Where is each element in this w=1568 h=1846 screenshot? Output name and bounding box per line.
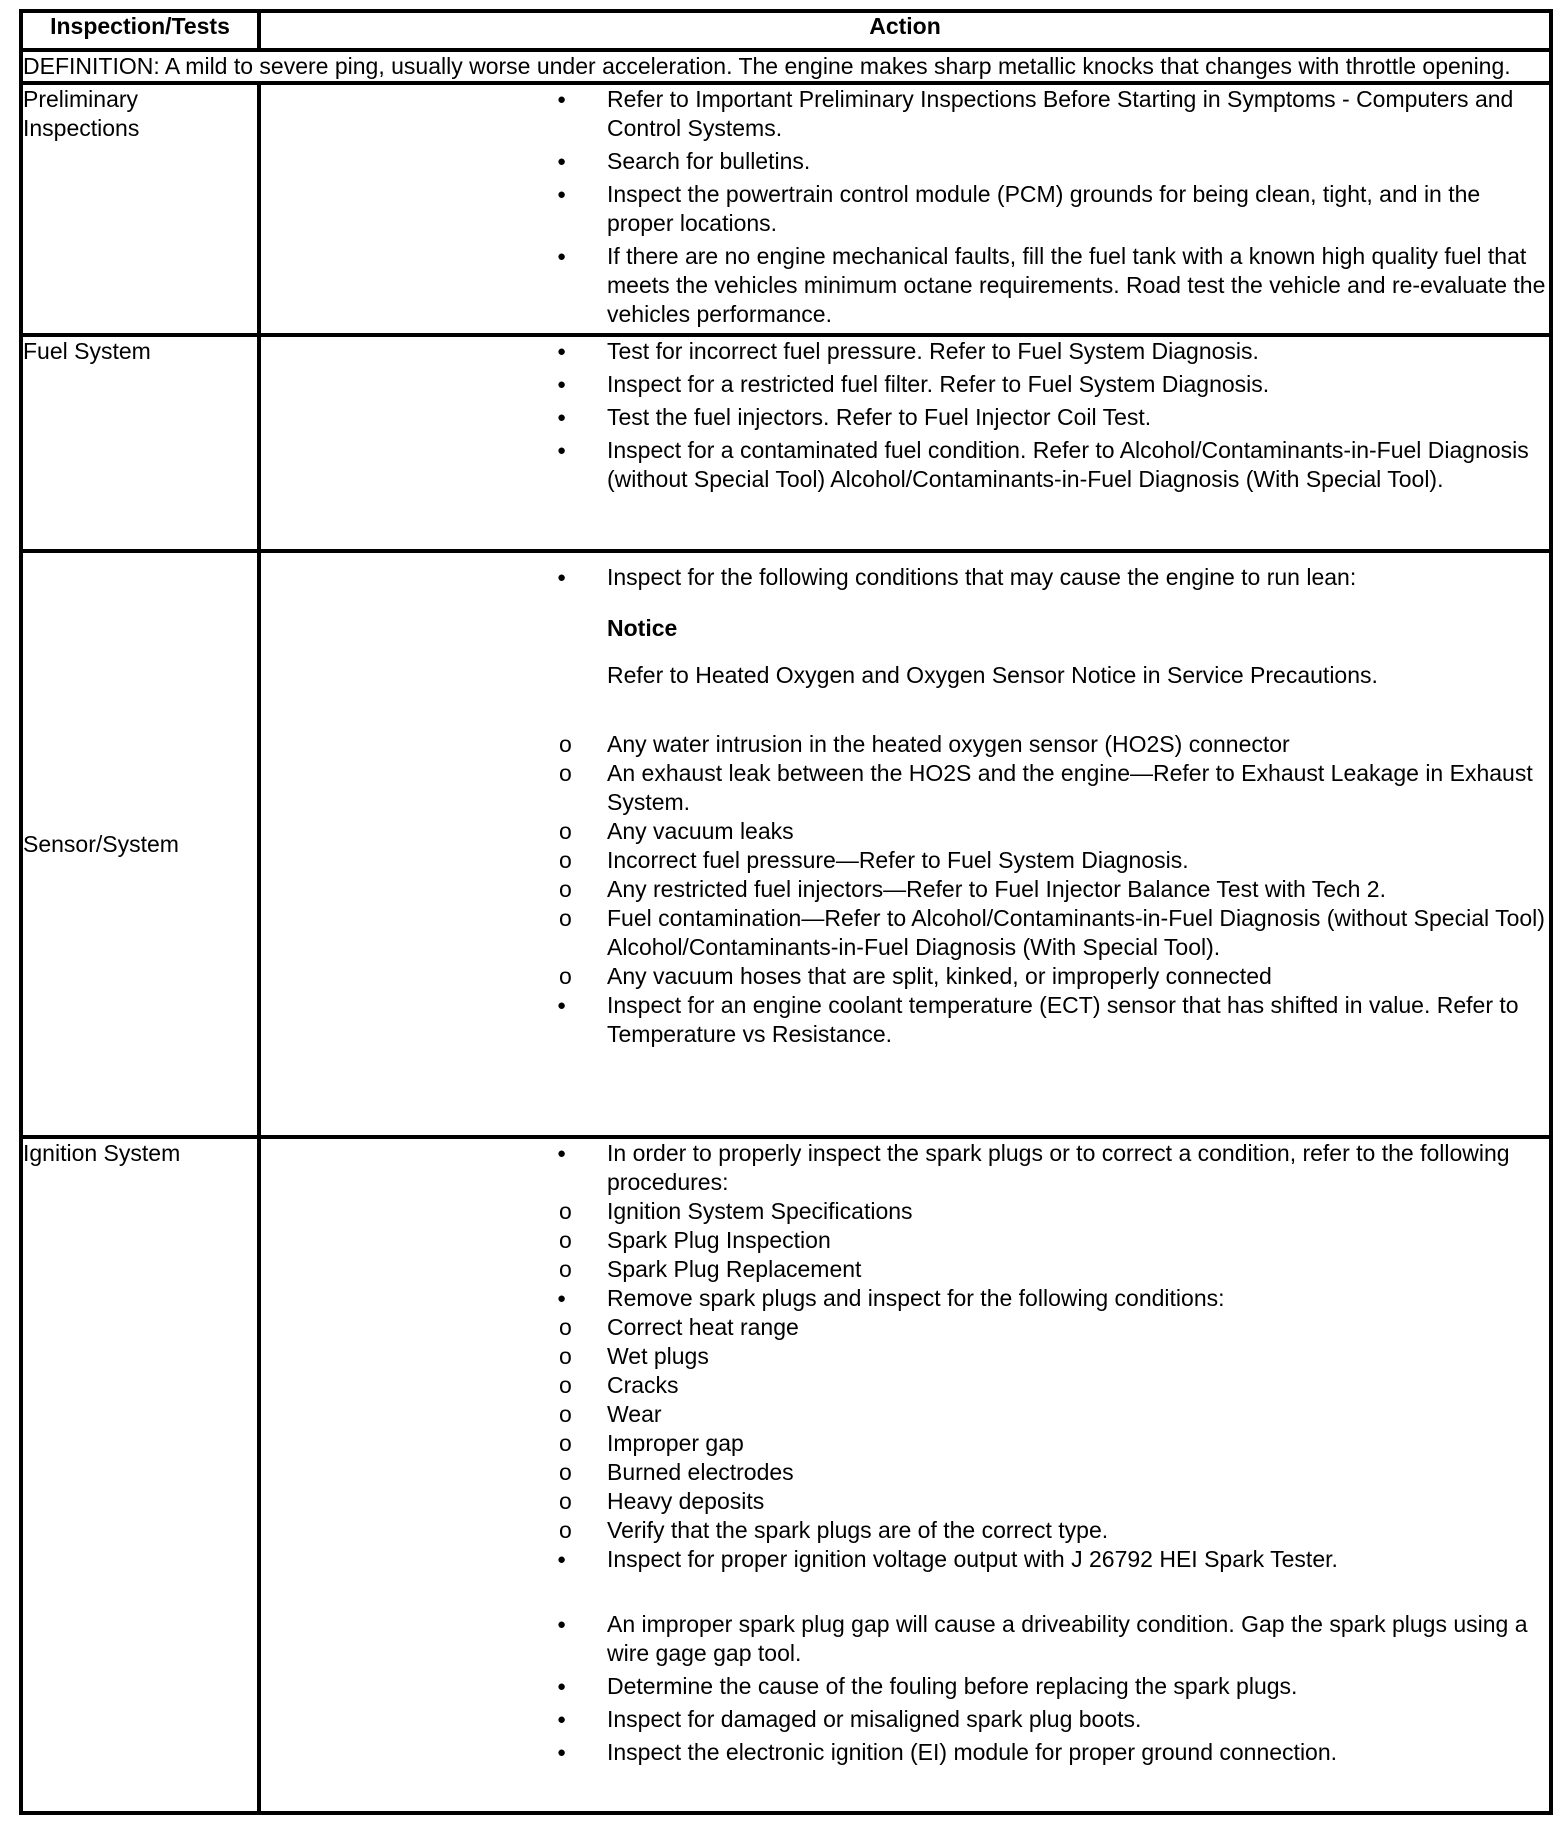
list-item: ● Test the fuel injectors. Refer to Fuel Injector Coil Test. [261, 403, 1549, 432]
sub-list-item: o An exhaust leak between the HO2S and the engine—Refer to Exhaust Leakage in Exhaust System. [507, 759, 1549, 817]
list-item: ● Inspect for a restricted fuel filter. Refer to Fuel System Diagnosis. [261, 370, 1549, 399]
header-row [21, 11, 1551, 50]
definition-row [21, 50, 1551, 83]
sensor-lean-intro: ● Inspect for the following conditions that may cause the engine to run lean: [607, 564, 1357, 590]
row-preliminary [21, 83, 1551, 335]
spacer [261, 1578, 1549, 1610]
action-fuel-system [259, 335, 1551, 551]
sub-list-item: o Fuel contamination—Refer to Alcohol/Contaminants-in-Fuel Diagnosis (without Special Tool) Alcohol/Contaminants-in-Fuel Diagnosis (With Special Tool). [507, 904, 1549, 962]
sub-list-item: o Ignition System Specifications [507, 1197, 1549, 1226]
sub-list-item: o Improper gap [507, 1429, 1549, 1458]
notice-text: Refer to Heated Oxygen and Oxygen Sensor Notice in Service Precautions. [607, 662, 1378, 688]
sub-list-item: o Any vacuum leaks [507, 817, 1549, 846]
list-item: ● Inspect for proper ignition voltage output with J 26792 HEI Spark Tester. [261, 1545, 1549, 1574]
header-action: Action [259, 11, 1551, 50]
sub-list-item: o Wear [507, 1400, 1549, 1429]
list-item: ● Search for bulletins. [261, 147, 1549, 176]
sub-list-item: o Cracks [507, 1371, 1549, 1400]
sub-list-item: o Heavy deposits [507, 1487, 1549, 1516]
list-item [261, 563, 1549, 690]
list-item: ● Inspect for an engine coolant temperature (ECT) sensor that has shifted in value. Refer to Temperature vs Resistance. [261, 991, 1549, 1049]
list-item: ● Refer to Important Preliminary Inspections Before Starting in Symptoms - Computers and Control Systems. [261, 85, 1549, 143]
sub-list-item: o Verify that the spark plugs are of the correct type. [507, 1516, 1549, 1545]
sub-list-item: o Incorrect fuel pressure—Refer to Fuel System Diagnosis. [507, 846, 1549, 875]
sub-list-item: o Wet plugs [507, 1342, 1549, 1371]
list-item: ● Inspect the electronic ignition (EI) module for proper ground connection. [261, 1738, 1549, 1767]
action-preliminary [259, 83, 1551, 335]
row-sensor-system [21, 551, 1551, 1137]
list-item: ● Inspect the powertrain control module (PCM) grounds for being clean, tight, and in the proper locations. [261, 180, 1549, 238]
label-sensor-system: Sensor/System [21, 551, 259, 1137]
notice-title: Notice [607, 615, 678, 641]
sub-list-item: o Any restricted fuel injectors—Refer to Fuel Injector Balance Test with Tech 2. [507, 875, 1549, 904]
list-item: ● In order to properly inspect the spark plugs or to correct a condition, refer to the following procedures: [261, 1139, 1549, 1197]
definition-text: DEFINITION: A mild to severe ping, usually worse under acceleration. The engine makes sharp metallic knocks that changes with throttle opening. [21, 50, 1551, 83]
list-item: ● If there are no engine mechanical faults, fill the fuel tank with a known high quality fuel that meets the vehicles minimum octane requirements. Road test the vehicle and re-evaluate the vehicles performance. [261, 242, 1549, 329]
list-item: ● Inspect for a contaminated fuel condition. Refer to Alcohol/Contaminants-in-Fuel Diagnosis (without Special Tool) Alcohol/Contaminants-in-Fuel Diagnosis (With Special Tool). [261, 436, 1549, 494]
action-sensor-system [259, 551, 1551, 1137]
sub-list-item: o Spark Plug Inspection [507, 1226, 1549, 1255]
list-item: ● Remove spark plugs and inspect for the following conditions: [261, 1284, 1549, 1313]
row-fuel-system [21, 335, 1551, 551]
sub-list-item: o Any water intrusion in the heated oxygen sensor (HO2S) connector [507, 730, 1549, 759]
sub-list-item: o Correct heat range [507, 1313, 1549, 1342]
sub-list-item: o Any vacuum hoses that are split, kinked, or improperly connected [507, 962, 1549, 991]
list-item: ● An improper spark plug gap will cause a driveability condition. Gap the spark plugs using a wire gage gap tool. [261, 1610, 1549, 1668]
diagnostic-table [19, 9, 1553, 1815]
action-ignition-system [259, 1137, 1551, 1813]
list-item: ● Inspect for damaged or misaligned spark plug boots. [261, 1705, 1549, 1734]
sub-list-item: o Burned electrodes [507, 1458, 1549, 1487]
row-ignition-system [21, 1137, 1551, 1813]
label-fuel-system: Fuel System [21, 335, 259, 551]
header-inspection-tests: Inspection/Tests [21, 11, 259, 50]
list-item: ● Test for incorrect fuel pressure. Refer to Fuel System Diagnosis. [261, 337, 1549, 366]
list-item: ● Determine the cause of the fouling before replacing the spark plugs. [261, 1672, 1549, 1701]
label-ignition-system: Ignition System [21, 1137, 259, 1813]
sub-list-item: o Spark Plug Replacement [507, 1255, 1549, 1284]
label-preliminary: Preliminary Inspections [21, 83, 259, 335]
